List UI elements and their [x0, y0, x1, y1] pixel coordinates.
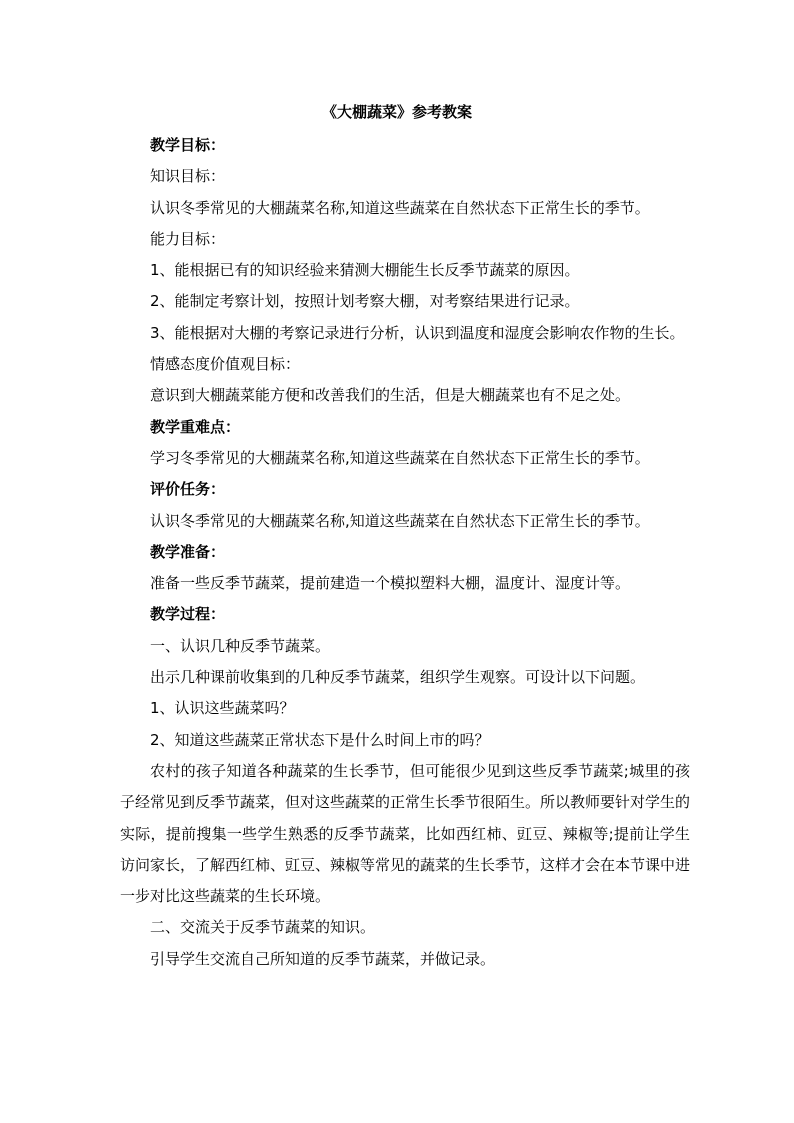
paragraph: 3、能根据对大棚的考察记录进行分析，认识到温度和湿度会影响农作物的生长。 — [150, 323, 685, 342]
paragraph: 2、能制定考察计划，按照计划考察大棚，对考察结果进行记录。 — [150, 292, 580, 311]
document-body — [120, 130, 690, 975]
paragraph: 认识冬季常见的大棚蔬菜名称,知道这些蔬菜在自然状态下正常生长的季节。 — [150, 511, 650, 530]
paragraph: 二、交流关于反季节蔬菜的知识。 — [150, 918, 376, 937]
paragraph: 农村的孩子知道各种蔬菜的生长季节，但可能很少见到这些反季节蔬菜;城里的孩子经常见到反季节蔬菜，但对这些蔬菜的正常生长季节很陌生。所以教师要针对学生的实际，提前搜集一些学生熟悉的反季节蔬菜，比如西红柿、豇豆、辣椒等;提前让学生访问家长，了解西红柿、豇豆、辣椒等常见的蔬菜的生长季节，这样才会在本节课中进一步对比这些蔬菜的生长环境。 — [120, 761, 691, 906]
paragraph: 教学重难点： — [150, 417, 241, 436]
paragraph: 出示几种课前收集到的几种反季节蔬菜，组织学生观察。可设计以下问题。 — [150, 668, 646, 687]
paragraph: 1、能根据已有的知识经验来猜测大棚能生长反季节蔬菜的原因。 — [150, 261, 580, 280]
paragraph: 引导学生交流自己所知道的反季节蔬菜，并做记录。 — [150, 949, 496, 968]
paragraph: 一、认识几种反季节蔬菜。 — [150, 636, 331, 655]
document-title: 《大棚蔬菜》参考教案 — [321, 103, 472, 121]
paragraph: 评价任务： — [150, 480, 226, 499]
paragraph: 教学过程： — [150, 605, 226, 624]
paragraph: 认识冬季常见的大棚蔬菜名称,知道这些蔬菜在自然状态下正常生长的季节。 — [150, 198, 650, 217]
paragraph: 知识目标： — [150, 167, 226, 186]
paragraph: 情感态度价值观目标： — [150, 355, 301, 374]
paragraph: 准备一些反季节蔬菜，提前建造一个模拟塑料大棚，温度计、湿度计等。 — [150, 574, 631, 593]
paragraph: 2、知道这些蔬菜正常状态下是什么时间上市的吗？ — [150, 730, 490, 749]
paragraph: 意识到大棚蔬菜能方便和改善我们的生活，但是大棚蔬菜也有不足之处。 — [150, 386, 631, 405]
paragraph: 教学准备： — [150, 542, 226, 561]
paragraph: 学习冬季常见的大棚蔬菜名称,知道这些蔬菜在自然状态下正常生长的季节。 — [150, 448, 650, 467]
paragraph: 能力目标： — [150, 229, 226, 248]
paragraph: 教学目标： — [150, 136, 226, 154]
paragraph: 1、认识这些蔬菜吗？ — [150, 699, 295, 718]
